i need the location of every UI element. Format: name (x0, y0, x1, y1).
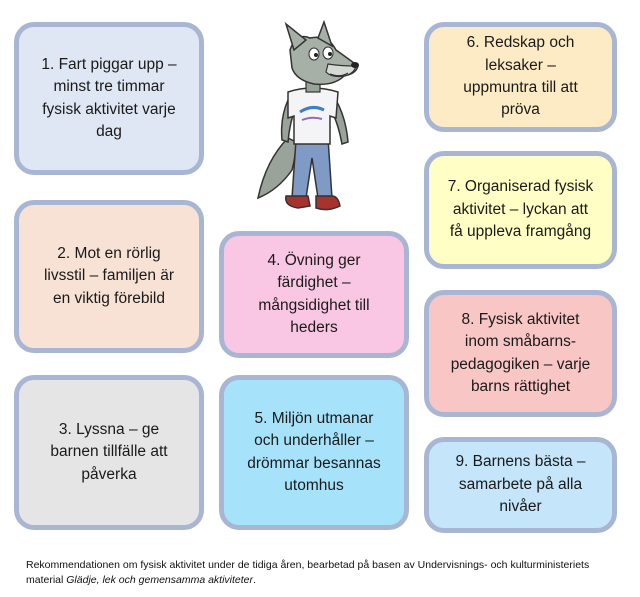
card-2-line-2: livsstil – familjen är (43, 267, 175, 285)
card-5-line-1: 5. Miljön utmanar (254, 409, 374, 427)
recommendation-card-3 (14, 375, 204, 530)
card-4-line-1: 4. Övning ger (267, 251, 361, 269)
card-text-5 (247, 408, 381, 498)
recommendation-card-1 (14, 22, 204, 175)
card-1-line-1: 1. Fart piggar upp – (41, 55, 177, 73)
recommendation-card-9 (424, 437, 617, 533)
card-text-2 (44, 243, 174, 310)
card-6-line-2: leksaker – (485, 56, 556, 74)
card-4-line-2: färdighet – (277, 274, 351, 292)
card-2-line-3: en viktig förebild (52, 289, 165, 307)
card-6-line-4: pröva (501, 101, 540, 119)
recommendation-card-8 (424, 290, 617, 417)
wolf-mascot-icon (248, 20, 378, 220)
card-6-line-3: uppmuntra till att (463, 79, 578, 96)
card-text-1 (41, 54, 176, 144)
card-9-line-3: nivåer (499, 498, 542, 516)
card-text-7 (448, 176, 594, 243)
recommendation-card-4 (219, 231, 409, 358)
card-4-line-3: mångsidighet till (258, 296, 370, 314)
card-9-line-2: samarbete på alla (458, 475, 583, 493)
card-1-line-2: minst tre timmar (53, 78, 165, 96)
recommendation-card-6 (424, 22, 617, 132)
card-text-4 (258, 250, 369, 340)
card-1-line-4: dag (96, 122, 122, 140)
card-text-6 (463, 32, 578, 122)
recommendation-card-7 (424, 151, 617, 269)
card-6-line-1: 6. Redskap och (466, 34, 575, 52)
card-8-line-1: 8. Fysisk aktivitet (461, 310, 580, 328)
card-3-line-3: påverka (81, 465, 137, 483)
card-7-line-1: 7. Organiserad fysisk (447, 178, 594, 196)
card-text-3 (50, 419, 167, 486)
card-8-line-4: barns rättighet (470, 377, 571, 395)
caption-material-title: Glädje, lek och gemensamma aktiviteter (66, 574, 254, 587)
source-caption (26, 558, 626, 588)
recommendation-card-5 (219, 375, 409, 530)
card-5-line-4: utomhus (284, 476, 344, 494)
card-5-line-2: och underhåller – (254, 432, 374, 450)
card-3-line-2: barnen tillfälle att (50, 443, 168, 461)
card-7-line-2: aktivitet – lyckan att (452, 200, 589, 218)
card-9-line-1: 9. Barnens bästa – (455, 453, 586, 471)
card-1-line-3: fysisk aktivitet varje (42, 100, 176, 118)
card-text-9 (455, 451, 585, 518)
card-3-line-1: 3. Lyssna – ge (58, 420, 160, 438)
caption-text: Rekommendationen om fysisk aktivitet under de tidiga åren, bearbetad på basen av Undervisnings- och kulturministeriets material (26, 559, 590, 587)
caption-end: . (253, 574, 256, 587)
card-8-line-3: pedagogiken – varje (450, 355, 591, 373)
card-5-line-3: drömmar besannas (247, 454, 381, 472)
card-text-8 (451, 309, 591, 399)
card-8-line-2: inom småbarns- (464, 333, 577, 351)
card-4-line-4: heders (290, 318, 338, 336)
recommendation-card-2 (14, 200, 204, 353)
card-2-line-1: 2. Mot en rörlig (57, 244, 161, 262)
card-7-line-3: få uppleva framgång (449, 223, 592, 241)
